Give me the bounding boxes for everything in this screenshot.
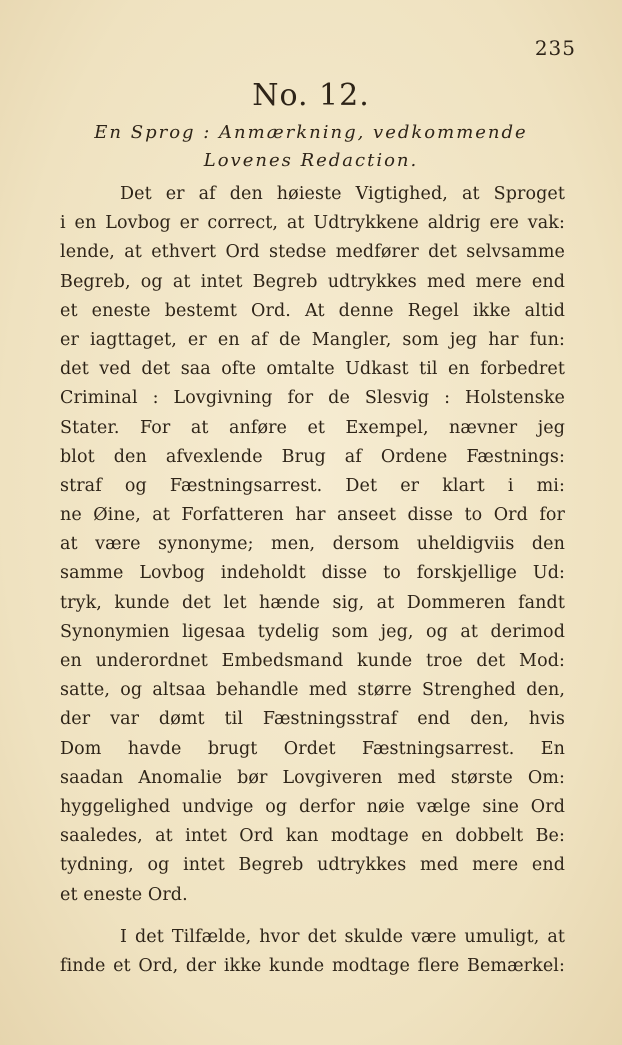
text-line: straf og Fæstningsarrest. Det er klart i mi: [60, 475, 565, 496]
text-line: blot den afvexlende Brug af Ordene Fæstnings: [60, 446, 565, 467]
text-line: ne Øine, at Forfatteren har anseet disse to Ord for [60, 505, 565, 526]
paragraph-gap [60, 910, 565, 923]
text-line: en underordnet Embedsmand kunde troe det Mod: [60, 651, 565, 671]
text-line: et eneste Ord. [60, 884, 188, 905]
text-line: lende, at ethvert Ord stedse medfører det selvsamme [60, 242, 565, 263]
text-line: det ved det saa ofte omtalte Udkast til en forbedret [60, 359, 565, 380]
text-line: tryk, kunde det let hænde sig, at Dommeren fandt [60, 592, 565, 613]
text-line: Stater. For at anføre et Exempel, nævner jeg [60, 417, 565, 438]
page-number: 235 [534, 36, 576, 60]
section-subtitle-line: Lovenes Redaction. [203, 150, 419, 171]
text-line: der var dømt til Fæstningsstraf end den, hvis [60, 709, 565, 730]
text-line: I det Tilfælde, hvor det skulde være umuligt, at [120, 926, 565, 947]
paragraph-2 [60, 923, 565, 981]
text-line: er iagttaget, er en af de Mangler, som jeg har fun: [60, 329, 565, 350]
body-text [60, 180, 565, 981]
text-line: et eneste bestemt Ord. At denne Regel ikke altid [60, 300, 565, 321]
text-line: saadan Anomalie bør Lovgiveren med største Om: [60, 767, 565, 788]
text-line: at være synonyme; men, dersom uheldigviis den [60, 534, 565, 555]
text-line: saaledes, at intet Ord kan modtage en dobbelt Be: [60, 826, 565, 847]
section-subtitle-line: En Sprog : Anmærkning, vedkommende [94, 122, 528, 143]
text-line: finde et Ord, der ikke kunde modtage flere Bemærkel: [60, 955, 565, 976]
text-line: satte, og altsaa behandle med større Strenghed den, [60, 680, 565, 701]
text-line: Criminal : Lovgivning for de Slesvig : Holstenske [60, 388, 565, 409]
text-line: tydning, og intet Begreb udtrykkes med mere end [60, 855, 565, 876]
text-line: Det er af den høieste Vigtighed, at Sproget [120, 184, 565, 204]
text-line: Synonymien ligesaa tydelig som jeg, og at derimod [60, 621, 565, 642]
text-line: hyggelighed undvige og derfor nøie vælge sine Ord [60, 796, 565, 817]
text-line: samme Lovbog indeholdt disse to forskjellige Ud: [60, 563, 565, 584]
text-line: Begreb, og at intet Begreb udtrykkes med mere end [60, 271, 565, 292]
text-line: Dom havde brugt Ordet Fæstningsarrest. En [60, 738, 565, 759]
text-line: i en Lovbog er correct, at Udtrykkene aldrig ere vak: [60, 213, 565, 234]
section-heading: No. 12. [252, 78, 370, 113]
paragraph-1 [60, 180, 565, 910]
